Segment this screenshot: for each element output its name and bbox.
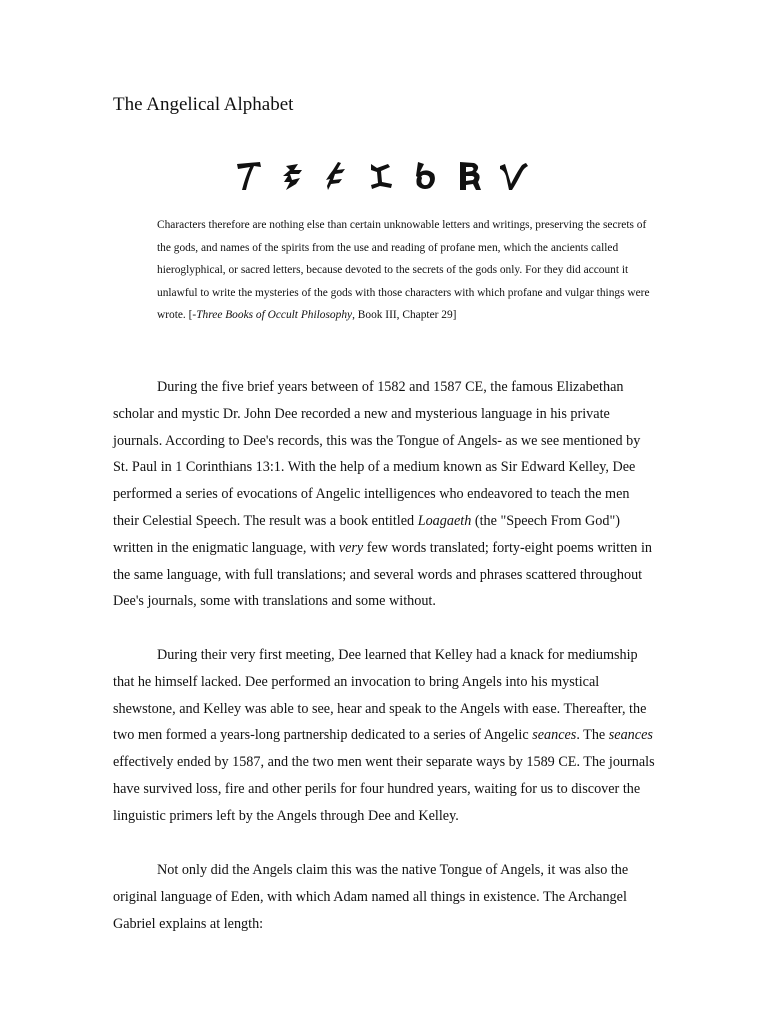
p1-text-b: (the "Speech From God") written in the enigmatic language, with [113, 512, 620, 556]
quote-text: Characters therefore are nothing else than certain unknowable letters and writings, preserving the secrets of the gods, and names of the spirits from the use and reading of profane men, which the ancients called hieroglyphical, or sacred letters, because devoted to the secrets of the gods only. For they did account it unlawful to write the mysteries of the gods with those characters with which profane and vulgar things were wrote. [- [157, 219, 650, 322]
p2-text-b: . The [576, 727, 609, 744]
angelic-letter-3-icon [322, 158, 354, 194]
p2-em-seances-1: seances [532, 727, 577, 744]
paragraph-3 [113, 857, 658, 937]
p2-text-a: During their very first meeting, Dee learned that Kelley had a knack for mediumship that he himself lacked. Dee performed an invocation to bring Angels into his mystical shewstone, and Kelley was able to see, hear and speak to the Angels with ease. Thereafter, the two men formed a years-long partnership dedicated to a series of Angelic [113, 647, 647, 744]
angelic-letter-4-icon [366, 158, 398, 194]
p1-text-a: During the five brief years between of 1582 and 1587 CE, the famous Elizabethan scholar and mystic Dr. John Dee recorded a new and mysterious language in his private journals. According to Dee's records, this was the Tongue of Angels- as we see mentioned by St. Paul in 1 Corinthians 13:1. With the help of a medium known as Sir Edward Kelley, Dee performed a series of evocations of Angelic intelligences who endeavored to teach the men their Celestial Speech. The result was a book entitled [113, 379, 641, 529]
p2-text-c: effectively ended by 1587, and the two men went their separate ways by 1589 CE. The journals have survived loss, fire and other perils for four hundred years, waiting for us to discover the linguistic primers left by the Angels through Dee and Kelley. [113, 754, 655, 824]
angelic-letter-5-icon [410, 158, 442, 194]
p3-text: Not only did the Angels claim this was the native Tongue of Angels, it was also the original language of Eden, with which Adam named all things in existence. The Archangel Gabriel explains at length: [113, 862, 629, 932]
p1-em-loagaeth: Loagaeth [417, 512, 472, 529]
angelic-letter-6-icon [454, 158, 486, 194]
p1-text-c: few words translated; forty-eight poems written in the same language, with full translations; and several words and phrases scattered throughout Dee's journals, some with translations and some without. [113, 539, 652, 610]
epigraph-quote [157, 214, 657, 327]
angelic-letter-7-icon [498, 158, 530, 194]
p1-em-very: very [338, 539, 364, 556]
angelic-alphabet-row [230, 158, 540, 198]
quote-source-rest: , Book III, Chapter 29] [352, 309, 457, 322]
quote-source-title: Three Books of Occult Philosophy [196, 309, 353, 322]
angelic-letter-2-icon [278, 158, 310, 194]
paragraph-2 [113, 642, 658, 830]
paragraph-1 [113, 374, 658, 615]
p2-em-seances-2: seances [608, 727, 653, 744]
page-title: The Angelical Alphabet [113, 94, 294, 115]
angelic-letter-1-icon [234, 158, 266, 194]
